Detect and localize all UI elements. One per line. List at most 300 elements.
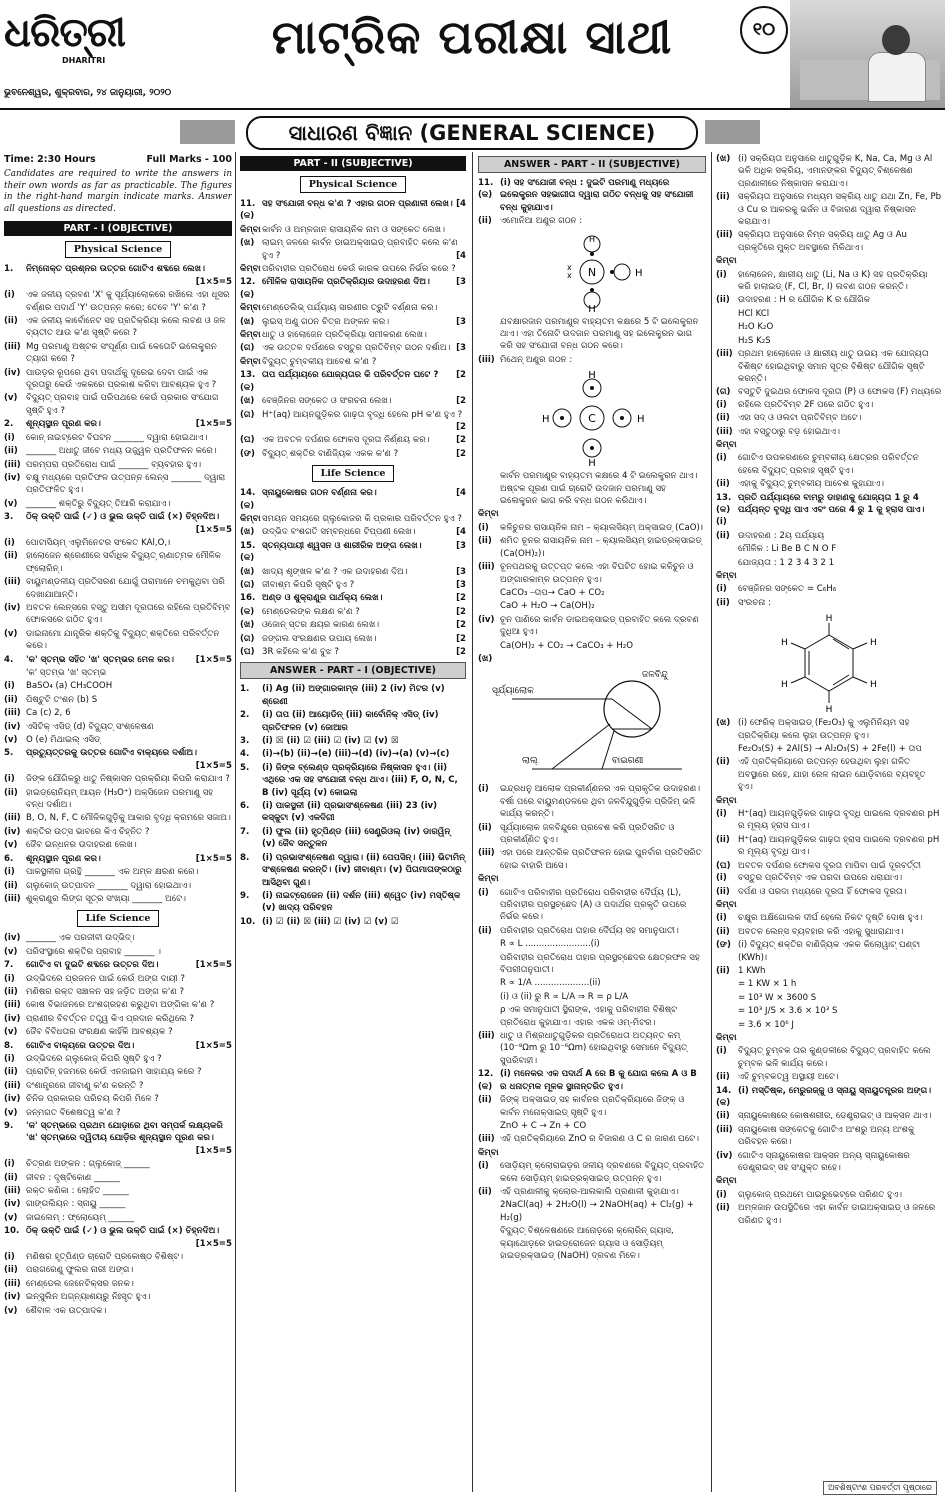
question-number: (ଗ)(i): [716, 387, 731, 410]
question-item: [240, 329, 466, 341]
question-text: ବେଞ୍ଜିନର ସଙ୍କେତ ଓ ସଂରଚନା ଲେଖ। [2: [262, 396, 466, 407]
question-text: (i) ପାକସ୍ଥଳୀ (ii) ପ୍ରଭାସଂଶ୍ଳେଷଣ (iii) 23 (iv) କସ୍କୁଟା (v) ଏକଦିଗୀ: [262, 801, 438, 824]
question-text: 'କ' ସ୍ତମ୍ଭ ସହିତ 'ଖ' ସ୍ତମ୍ଭର ମେଳ କର। [1×5=5: [26, 654, 232, 665]
question-text: ଜୀବନ : ଦୃଷ୍ଟିକୋଣ ______: [26, 1172, 120, 1183]
question-number: (i): [478, 784, 489, 795]
question-item: [240, 800, 466, 825]
question-text: (i) ବିଦ୍ୟୁତ୍ ଶକ୍ତିର ବାଣିଜ୍ୟିକ ଏକକ କିଲୋୱାଟ୍ ଘଣ୍ଟା (KWh)।: [738, 940, 921, 963]
question-number: (v): [4, 1305, 18, 1316]
question-text: ଧାତୁ ଓ ମିଶ୍ରଧାତୁଗୁଡ଼ିକର ପ୍ରତିରୋଧତା ଅତ୍ୟନ୍ତ କମ୍ (10⁻⁸Ωm ରୁ 10⁻⁶Ωm) ହୋଇଥିବାରୁ ସେମାନେ ବିଦ୍ୟୁତ୍ ସୁପରିବାହୀ।: [500, 1031, 688, 1066]
question-number: (ii): [716, 597, 730, 608]
question-number: (iii): [4, 1080, 21, 1091]
question-number: 15.(କ): [240, 540, 256, 564]
question-marks: [3: [456, 566, 466, 577]
question-text: _______ ଅଧାତୁ ଜୀବେ ମଧ୍ୟ ଉଜ୍ଜ୍ୱଳ ପ୍ରତିଫଳନ କରେ।: [26, 446, 217, 457]
question-item: [240, 369, 466, 394]
question-item: [4, 472, 232, 497]
question-text: ବିଦ୍ୟୁତ୍ ଶକ୍ତିର ବାଣିଜ୍ୟିକ ଏକକ କ'ଣ ? [2: [262, 448, 466, 459]
masthead: [0, 0, 945, 110]
question-item: [478, 1199, 706, 1224]
question-text: CaCO₃ ⎯ତାପ→ CaO + CO₂: [500, 587, 605, 598]
question-text: ଏହା ପରେ ଆନ୍ତରିକ ପ୍ରତିଫଳନ ହୋଇ ପୁନର୍ବାର ପ୍ରତିସରିତ ହୋଇ ବାହାରି ଆସେ।: [500, 848, 702, 871]
question-text: ମୌଳିକ ରାସାୟନିକ ପ୍ରତିକ୍ରିୟାର ଉଦାହରଣ ଦିଅ। [3: [262, 277, 466, 288]
question-number: (ii): [4, 1265, 18, 1276]
question-item: [478, 925, 706, 937]
question-item: [716, 978, 942, 990]
question-number: 14.(କ): [240, 488, 256, 511]
question-item: [716, 926, 942, 938]
question-item: [478, 977, 706, 989]
question-number: (i): [716, 809, 727, 820]
question-number: 2.: [240, 710, 250, 721]
question-item: [4, 1291, 232, 1303]
ammonia-structure-diagram: [537, 232, 647, 312]
question-number: (ଖ): [240, 527, 255, 538]
question-item: [716, 294, 942, 306]
question-item: [4, 866, 232, 878]
question-number: (ii): [4, 986, 18, 997]
answer-header: ANSWER - PART - II (SUBJECTIVE): [478, 156, 706, 173]
question-text: ଶକ୍ତିର ଉତ୍ସ ଭାବରେ କିଏ ଚିହ୍ନିତ ?: [26, 826, 150, 837]
question-text: ପାଉଡ଼ର ରୂପରେ ଥିବା ପଦାର୍ଥକୁ ଦୂରେଇ ଦେବା ପାଇଁ ଏକ ଦୂରତାରୁ କେଉଁ ଏକକରେ ପ୍ରକାଶ କରିବା ଆବଶ୍ୟକ ହୁଏ ?: [26, 367, 217, 391]
question-number: (i): [478, 887, 489, 898]
question-item: [4, 959, 232, 971]
question-text: ସ୍ତନ୍ୟପାୟୀ ଶ୍ୱସନ ଓ ଶାରୀରିକ ଅଙ୍ଗ ଲେଖ। [3: [262, 540, 466, 551]
question-item: [478, 215, 706, 227]
question-text: = 10³ W × 3600 S: [738, 992, 817, 1003]
svg-text:x: x: [567, 262, 572, 272]
question-item: [716, 1019, 942, 1031]
question-number: କିମ୍ବା: [478, 1147, 499, 1158]
question-number: କିମ୍ବା: [716, 571, 737, 581]
question-marks: [2: [456, 448, 466, 459]
question-text: ବାୟୁମଣ୍ଡଳୀୟ ପ୍ରତିସରଣ ଯୋଗୁଁ ତାରାମାନେ ଚମକୁଥିବା ପରି ଦେଖାଯାଆନ୍ତି।: [26, 577, 225, 600]
logo-text: ଧରିତ୍ରୀ: [4, 9, 125, 56]
question-number: (iv): [4, 1013, 21, 1024]
question-marks: [2: [456, 370, 466, 381]
question-text: 1 KWh: [738, 965, 766, 976]
question-item: [4, 787, 232, 812]
question-text: ଗ୍ଲୁକୋଜ୍ ପ୍ରଥମେ ପାଇରୁଭେଟ୍‌ରେ ପରିଣତ ହୁଏ।: [738, 1189, 903, 1200]
question-marks: [4: [456, 527, 466, 538]
question-number: କିମ୍ବା: [716, 439, 737, 450]
question-text: ପ୍ରତ୍ୟୁତ୍ତରକୁ ଉତ୍ତର ଗୋଟିଏ ବାକ୍ୟରେ ଦର୍ଶାଅ। [1×5=5: [26, 748, 232, 771]
question-item: [4, 654, 232, 666]
question-item: [4, 1040, 232, 1052]
question-text: ଧାତୁ ଓ ହାଲୋଜେନ ପ୍ରତିକ୍ରିୟା ସମୀକରଣ ଲେଖ।: [262, 330, 427, 341]
question-text: 2NaCl(aq) + 2H₂O(l) → 2NaOH(aq) + Cl₂(g) + H₂(g): [500, 1200, 694, 1223]
svg-text:H: H: [588, 234, 596, 244]
question-number: [478, 1225, 500, 1262]
question-item: [716, 386, 942, 411]
question-item: [4, 1026, 232, 1038]
question-item: [478, 1004, 706, 1029]
question-number: 1.: [240, 684, 250, 695]
question-text: [738, 570, 942, 582]
question-item: [478, 1068, 706, 1093]
question-item: [240, 316, 466, 328]
question-number: [716, 335, 738, 347]
question-number: 6.: [240, 801, 250, 812]
svg-text:H: H: [588, 458, 596, 467]
question-item: [240, 592, 466, 604]
question-number: (iv): [478, 614, 495, 625]
question-item: [478, 822, 706, 847]
question-item: [4, 694, 232, 706]
question-item: [478, 640, 706, 652]
question-text: ଜନ୍ମଗତ ବିଶେଷତ୍ୱ କ'ଣ ?: [26, 1107, 121, 1118]
continued-note: ଅବଶିଷ୍ଟାଂଶ ପରବର୍ତ୍ତୀ ପୃଷ୍ଠାରେ: [823, 1481, 937, 1495]
question-number: (iv): [4, 1292, 21, 1303]
question-number: (ଗ): [240, 343, 255, 354]
question-item: [4, 1120, 232, 1157]
question-number: (iii): [478, 562, 495, 573]
question-text: ଗୋଟିଏ ବାକ୍ୟରେ ଉତ୍ତର ଦିଅ। [1×5=5: [26, 1040, 232, 1051]
question-item: [716, 860, 942, 885]
question-text: ଦର୍ପଣ ଓ ପରଦା ମଧ୍ୟରେ ଦୂରତା ହିଁ ଫୋକସ ଦୂରତା।: [738, 886, 907, 897]
question-item: [716, 530, 942, 542]
question-item: [4, 1053, 232, 1065]
question-text: ବିଦ୍ୟୁତ୍ ବିଶ୍ଳେଷଣରେ ଆନୋଡ଼ରେ କ୍ଲୋରିନ୍ ଗ୍ୟାସ, କ୍ୟାଥୋଡ଼ରେ ହାଇଡ୍ରୋଜେନ ଗ୍ୟାସ ଓ ସୋଡ଼ିୟମ୍ ହାଇଡ୍ରକ୍ସାଇଡ୍ (NaOH) ଦ୍ରବଣ ମିଳେ।: [500, 1226, 674, 1261]
question-text: ଏକ ଜଳୀୟ ଦ୍ରବଣ 'X' କୁ ସୂର୍ଯ୍ୟାଲୋକରେ ରଖିଲେ ଏହା ଧୂସର ବର୍ଣ୍ଣର ପଦାର୍ଥ 'Y' ଉତ୍ପନ୍ନ କରେ; ତେବେ 'Y' କ'ଣ ?: [26, 290, 230, 313]
question-item: [4, 893, 232, 905]
question-number: (ଘ): [240, 435, 255, 446]
question-number: (iii): [716, 1124, 733, 1135]
question-text: ମେଣ୍ଡେଲଙ୍କ ଲକ୍ଷଣ କ'ଣ ? [2: [262, 606, 466, 617]
question-item: [716, 348, 942, 385]
answer-list: [478, 316, 706, 367]
question-item: [716, 153, 942, 190]
question-number: 2.: [4, 419, 14, 430]
question-item: [240, 263, 466, 275]
question-item: [4, 289, 232, 314]
question-number: (i): [4, 1053, 15, 1064]
question-text: ବସ୍ତୁଟି ଦୁଇଥର ଫୋକସ ଦୂରତା (P) ଓ ଫୋକସ (F) ମଧ୍ୟରେ ରହିଲେ ପ୍ରତିବିମ୍ବ 2F ପରେ ଗଠିତ ହୁଏ।: [738, 387, 942, 410]
question-text: (i) ନାଇଟ୍ରୋଜେନ (ii) ଦର୍ଶନ (iii) ଶ୍ୱେତ (iv) ମସ୍ତିଷ୍କ (v) ଖାଦ୍ୟ ପରିବହନ: [262, 890, 461, 914]
question-number: 12.(କ): [240, 277, 256, 300]
question-number: 10.: [240, 916, 256, 927]
question-item: [478, 522, 706, 534]
question-number: 6.: [4, 853, 14, 864]
question-text: ସହ ସଂଯୋଜୀ ବନ୍ଧ କ'ଣ ? ଏହାର ଗଠନ ପ୍ରଣାଳୀ ଲେଖ। [4: [262, 199, 466, 209]
question-item: [240, 224, 466, 236]
question-number: 10.: [4, 1226, 20, 1237]
question-text: ପ୍ରୋଟିନ୍ ହଜମରେ କେଉଁ ଏନଜାଇମ ସାହାଯ୍ୟ କରେ ?: [26, 1067, 202, 1078]
question-number: କିମ୍ବା: [716, 899, 737, 910]
question-text: ସକ୍ରିୟତା ଅନୁସାରେ ନିମ୍ନ ସକ୍ରିୟ ଧାତୁ Ag ଓ Au ପ୍ରକୃତିରେ ମୁକ୍ତ ଅବସ୍ଥାରେ ମିଳିଥାଏ।: [738, 230, 907, 253]
question-item: [240, 916, 466, 928]
question-number: (ii): [716, 192, 730, 203]
question-item: [478, 600, 706, 612]
question-text: ସ୍ନାୟୁକୋଷ ସଙ୍କେତକୁ ଗୋଟିଏ ଅଂଶରୁ ଅନ୍ୟ ଅଂଶକୁ ପରିବହନ କରେ।: [738, 1124, 915, 1148]
question-number: [478, 470, 500, 507]
question-item: [716, 557, 942, 569]
question-item: [716, 743, 942, 755]
question-number: [478, 991, 500, 1003]
question-number: [478, 952, 500, 977]
question-number: (iv): [4, 826, 21, 837]
svg-text:H: H: [825, 614, 833, 625]
question-item: [716, 426, 942, 438]
question-item: [240, 448, 466, 460]
question-text: ପରିବାହୀର ପ୍ରତିରୋଧ ତାହାର ଦୈର୍ଘ୍ୟ ସହ ସମାନୁପାତୀ।: [500, 925, 679, 936]
question-text: [738, 899, 942, 911]
question-text: [738, 439, 942, 451]
question-text: ଗ୍ଲୁକୋଜ୍ ଉତ୍ପାଦନ _______ ଦ୍ୱାରା ହୋଇଥାଏ।: [26, 880, 192, 891]
question-item: [4, 680, 232, 692]
question-number: (iii): [4, 341, 21, 352]
question-number: (v): [4, 628, 18, 639]
question-text: ରକ୍ତ କଣିକା : ଲୋହିତ ______: [26, 1186, 129, 1197]
question-item: [240, 633, 466, 645]
question-number: [478, 316, 500, 353]
question-item: [716, 992, 942, 1004]
question-number: (v): [4, 498, 18, 509]
answer-list: [716, 717, 942, 1227]
question-number: (i): [478, 522, 489, 533]
question-number: [478, 977, 500, 989]
question-item: [4, 1264, 232, 1276]
question-text: କୋନ୍ ନାଇଟ୍ରେଟ ବିଘଟନ _______ ଦ୍ୱାରା ହୋଇଥାଏ।: [26, 432, 208, 443]
question-text: (i) Ag (ii) ଅଙ୍ଗାରକାମ୍ଳ (iii) 2 (iv) ମିଟର (v) ଶ୍ରେଣୀ: [262, 684, 445, 707]
question-text: (i) ପ୍ରଭାସଂଶ୍ଳେଷଣ ଦ୍ୱାରା। (ii) ପେପସିନ୍। (iii) ଭିଟାମିନ୍ ସଂଶ୍ଳେଷଣ କରନ୍ତି। (iv) ଜୀବାଶ୍ମ। (v) ପିତାମାତାଙ୍କଠାରୁ ଆସିଥିବା ଗୁଣ।: [262, 852, 466, 888]
question-item: [4, 880, 232, 892]
question-item: [4, 1185, 232, 1197]
question-number: (i): [4, 973, 15, 984]
question-item: [4, 550, 232, 575]
question-item: [716, 452, 942, 477]
question-item: [240, 237, 466, 262]
question-number: (ii): [478, 925, 492, 936]
question-text: ଏହାକୁ ବିଦ୍ୟୁତ୍ ଚୁମ୍ବକୀୟ ଆବେଶ କୁହାଯାଏ।: [738, 479, 885, 490]
subject-heading: Life Science: [77, 910, 160, 927]
question-marks: [2: [456, 620, 466, 631]
question-text: ଏହା ବସ୍ତୁଠାରୁ ବଡ଼ ହୋଇଥାଏ।: [738, 426, 840, 437]
question-marks: [2: [456, 421, 466, 432]
question-text: ଏହି ପ୍ରତିକ୍ରିୟାରେ ZnO ର ବିଜାରଣ ଓ C ର ଜାରଣ ଘଟେ।: [500, 1134, 699, 1145]
question-text: ଏକ ଅବତଳ ଦର୍ପଣର ଫୋକସ ଦୂରତା ନିର୍ଣ୍ଣୟ କର। [2: [262, 435, 466, 446]
section-banner: [180, 116, 760, 148]
question-text: ଉଦ୍ଭିଦରେ ପ୍ରଜନନ ପାଇଁ କେଉଁ ଅଙ୍ଗ ଦାୟୀ ?: [26, 973, 185, 984]
question-number: 9.: [240, 890, 250, 901]
question-text: (i) ମନେକର ଏକ ପଦାର୍ଥ A ରେ B କୁ ଯୋଗ କଲେ A ଓ B ର ଧନାତ୍ମକ ମୂଳକ ସ୍ଥାନାନ୍ତରିତ ହୁଏ।: [500, 1069, 697, 1092]
question-text: କାର୍ବନ ପରମାଣୁର ବାହ୍ୟତମ କକ୍ଷରେ 4 ଟି ଇଲେକ୍ଟ୍ରନ ଥାଏ। ଅଷ୍ଟକ ପୂରଣ ପାଇଁ ଚାରୋଟି ଉଦଜାନ ପରମାଣୁ ସହ ଇଲେକ୍ଟ୍ରନ ଭାଗ କରି ବନ୍ଧ ଗଠନ କରିଥାଏ।: [500, 471, 698, 507]
subject-heading: Physical Science: [65, 241, 171, 258]
question-item: [4, 511, 232, 536]
question-item: [4, 826, 232, 838]
question-text: (i)→(b) (ii)→(e) (iii)→(d) (iv)→(a) (v)→(c): [262, 749, 450, 760]
svg-text:H: H: [825, 705, 833, 714]
question-item: [478, 847, 706, 872]
question-text: (i) ତାପ (ii) ଆୟୋଡିନ୍ (iii) କାର୍ବୋନିକ୍ ଏସିଡ୍ (iv) ପ୍ରତିଫଳନ (v) ଜୋଆର: [262, 710, 439, 733]
question-item: [478, 1120, 706, 1132]
exam-time: Time: 2:30 Hours: [4, 154, 96, 165]
question-list: [4, 932, 232, 1317]
question-text: Ca (c) 2, 6: [26, 708, 71, 719]
question-item: [4, 602, 232, 627]
subject-heading: Physical Science: [300, 176, 406, 193]
question-item: [716, 912, 942, 924]
question-text: ଏହି ପ୍ରତିକ୍ରିୟାରେ ଉତ୍ପନ୍ନ ହେଉଥିବା ଲୁହା ଗଳିତ ଅବସ୍ଥାରେ ରହେ, ଯାହା ରେଳ ଲାଇନ ଯୋଡ଼ିବାରେ ବ୍ୟବହୃତ ହୁଏ।: [738, 757, 926, 793]
question-number: (ଗ): [240, 409, 255, 420]
question-text: ପରିବାହୀର ପ୍ରତିରୋଧ କେଉଁ କାରକ ଉପରେ ନିର୍ଭର କରେ ?: [262, 264, 456, 275]
question-item: [4, 498, 232, 510]
question-item: [4, 1080, 232, 1092]
question-number: (i): [716, 1046, 727, 1057]
question-text: = 1 KW × 1 h: [738, 979, 797, 990]
question-number: 11.(କ): [478, 178, 494, 201]
question-item: [4, 1225, 232, 1250]
question-item: [240, 487, 466, 512]
question-text: (i) ☒ (ii) ☑ (iii) ☑ (iv) ☑ (v) ☒: [262, 736, 399, 747]
question-text: (i) ଜିଙ୍କ ବ୍ଲେଣ୍ଡ ପ୍ରକ୍ରିୟାରେ ନିଷ୍କାସନ ହୁଏ। (ii) ଏଥିରେ ଏକ ସହ ସଂଯୋଜୀ ବନ୍ଧ ଥାଏ। (iii) F, O, N, C, B (iv) ସୂର୍ଯ୍ୟ (v) କୋଇଲା: [262, 762, 458, 798]
question-item: [4, 1278, 232, 1290]
question-text: ଠିକ୍ ଉକ୍ତି ପାଇଁ (✓) ଓ ଭୁଲ ଉକ୍ତି ପାଇଁ (×) ଚିହ୍ନଦିଅ। [1×5=5: [26, 1226, 232, 1249]
question-text: ଏମୋନିଆ ଅଣୁର ଗଠନ :: [500, 216, 583, 227]
svg-text:C: C: [588, 412, 596, 426]
rainbow-red-label: ଲାଲ୍: [522, 756, 538, 767]
question-item: [716, 308, 942, 320]
question-item: [4, 999, 232, 1011]
question-text: ଖାଦ୍ୟ ଶୃଙ୍ଖଳ କ'ଣ ? ଏକ ଉଦାହରଣ ଦିଅ। [3: [262, 566, 466, 577]
question-item: [716, 939, 942, 964]
question-number: (iii): [4, 1000, 21, 1011]
question-item: [240, 683, 466, 708]
question-number: (iii): [4, 459, 21, 470]
question-text: ଗାଙ୍ଗଲିୟନ : ସ୍ନାୟୁ ______: [26, 1199, 126, 1210]
question-text: ପରିସଂସ୍ଥାରେ ଶକ୍ତିର ପ୍ରବାହ _______ ।: [26, 946, 162, 957]
question-text: ρ ଏକ ସମାନୁପାତୀ ସ୍ଥିରାଙ୍କ, ଏହାକୁ ପରିବାହୀର ବିଶିଷ୍ଟ ପ୍ରତିରୋଧ କୁହାଯାଏ। ଏହାର ଏକକ ଓମ୍-ମିଟର।: [500, 1005, 678, 1028]
question-number: (ii): [4, 446, 18, 457]
benzene-structure-diagram: [769, 613, 889, 713]
rainbow-sunlight-label: ସୂର୍ଯ୍ୟାଲୋକ: [492, 686, 534, 697]
question-item: [478, 1225, 706, 1262]
question-text: ସକ୍ରିୟତା ଅନୁସାରେ ମଧ୍ୟମ ସକ୍ରିୟ ଧାତୁ ଯଥା Zn, Fe, Pb ଓ Cu ର ଆକରକୁ ଭର୍ଜନ ଓ ବିଜାରଣ ଦ୍ୱାରା ନିଷ୍କାସନ କରାଯାଏ।: [738, 192, 942, 228]
question-number: 3.: [240, 736, 250, 747]
question-text: ଉଦ୍ଭିଦରେ ଗ୍ଲୁକୋଜ୍ କିପରି ସୃଷ୍ଟି ହୁଏ ?: [26, 1053, 162, 1064]
question-text: ମୌଳିକ : Li Be B C N O F: [738, 544, 837, 555]
newspaper-logo: [4, 10, 149, 100]
question-marks: [3: [456, 540, 466, 551]
question-text: ମଣିଷର ରକ୍ତ ସଞ୍ଚାଳନ ସହ ଜଡ଼ିତ ଅଙ୍ଗ କ'ଣ ?: [26, 986, 185, 997]
question-text: ଗୋଟିଏ ବା ଦୁଇଟି ଶବ୍ଦରେ ଉତ୍ତର ଦିଅ। [1×5=5: [26, 960, 232, 971]
question-number: (ii): [4, 787, 18, 798]
question-item: [716, 1110, 942, 1122]
question-text: ପରମ୍ପରା ପ୍ରତିରୋଧ ପାଇଁ _______ ବ୍ୟବହାର ହୁଏ।: [26, 459, 202, 470]
question-number: (ii): [716, 413, 730, 424]
question-item: [716, 583, 942, 595]
question-item: [4, 367, 232, 392]
answer-header: ANSWER - PART - I (OBJECTIVE): [240, 662, 466, 679]
question-number: [478, 640, 500, 652]
question-item: [240, 890, 466, 915]
question-number: [716, 308, 738, 320]
full-marks: Full Marks - 100: [146, 154, 232, 165]
question-text: ପ୍ରାଣୀର ବିବର୍ତ୍ତନ ତତ୍ତ୍ୱ କିଏ ପ୍ରଦାନ କରିଥିଲେ ?: [26, 1013, 194, 1024]
question-text: ହାଇଡ୍ରୋନିୟମ୍ ଆୟନ (H₃O⁺) ଅକ୍ସିଜେନ ପରମାଣୁ ସହ ବନ୍ଧ ଦର୍ଶାଅ।: [26, 787, 214, 811]
question-item: [478, 587, 706, 599]
question-item: [4, 459, 232, 471]
question-marks: [2: [456, 633, 466, 644]
question-text: ପିଷ୍ଟୁଟି ତଂଶନ (b) S: [26, 694, 98, 705]
question-text: [500, 873, 706, 885]
logo-subtext: DHARITRI: [62, 56, 106, 65]
question-number: (iii): [4, 1278, 21, 1289]
question-text: ଜିଙ୍କ୍ ଅକ୍ସାଇଡ୍ ସହ କାର୍ବନର ପ୍ରତିକ୍ରିୟାରେ ଜିଙ୍କ୍ ଓ କାର୍ବନ ମନୋକ୍ସାଇଡ୍ ସୃଷ୍ଟି ହୁଏ।: [500, 1095, 685, 1118]
question-item: [240, 762, 466, 799]
question-number: କିମ୍ବା: [478, 509, 499, 520]
question-item: [716, 1085, 942, 1110]
question-list: [240, 198, 466, 460]
question-item: [716, 1175, 942, 1187]
question-text: ଜୈବ ବିବିଧତାର ସଂରକ୍ଷଣ କାହିଁକି ଆବଶ୍ୟକ ?: [26, 1027, 173, 1038]
question-number: (ଖ): [240, 620, 255, 631]
question-marks: [3: [456, 579, 466, 590]
question-text: ଶୁକ୍ରାଣୁର ଲିଙ୍ଗ ସୂତ୍ର ସଂଖ୍ୟା _______ ଅଟେ।: [26, 893, 186, 904]
question-number: (i): [716, 1189, 727, 1200]
question-number: [478, 938, 500, 950]
question-item: [240, 526, 466, 538]
dateline: ଭୁବନେଶ୍ୱର, ଶୁକ୍ରବାର, ୨୪ ଜାନୁୟାରୀ, ୨୦୨୦: [4, 88, 172, 98]
question-marks: [4: [456, 250, 466, 261]
question-number: (ii): [4, 880, 18, 891]
question-number: କିମ୍ବା: [240, 356, 261, 367]
question-text: (i) ସକ୍ରିୟତା ଅନୁସାରେ ଧାତୁଗୁଡ଼ିକ K, Na, Ca, Mg ଓ Al ଭଳି ଅଧିକ ସକ୍ରିୟ, ଏମାନଙ୍କର ବିଦ୍ୟୁତ୍ ବିଶ୍ଳେଷଣ ପ୍ରଣାଳୀରେ ନିଷ୍କାସନ କରାଯାଏ।: [738, 154, 933, 189]
question-text: [738, 255, 942, 267]
question-number: (iii): [4, 893, 21, 904]
question-item: [4, 315, 232, 340]
question-number: (ii): [716, 757, 730, 768]
question-number: (iii): [478, 1134, 495, 1145]
methane-structure-diagram: [527, 370, 657, 466]
question-item: [240, 395, 466, 407]
question-item: [716, 321, 942, 333]
question-text: Ca(OH)₂ + CO₂ → CaCO₃ + H₂O: [500, 640, 633, 651]
question-text: ZnO + C → Zn + CO: [500, 1120, 587, 1131]
page-number: ୧୦: [740, 6, 788, 54]
question-number: (ii): [478, 536, 492, 547]
question-number: (ଖ): [716, 154, 731, 164]
question-text: ଦଂଶାନ୍ତ୍ରରେ ଜୀବାଣୁ କ'ଣ କରନ୍ତି ?: [26, 1080, 144, 1091]
question-marks: [2: [456, 606, 466, 617]
question-item: [4, 263, 232, 288]
question-text: Fe₂O₃(S) + 2Al(S) → Al₂O₃(S) + 2Fe(l) + ତାପ: [738, 744, 922, 755]
question-item: [716, 795, 942, 807]
question-text: ଜୈବ ଇନ୍ଧନର ଉଦାହରଣ ଲେଖ।: [26, 840, 137, 851]
question-number: 4.: [4, 654, 14, 665]
question-list: [4, 263, 232, 905]
question-item: [478, 783, 706, 820]
question-item: [716, 269, 942, 294]
question-number: (ii): [4, 1067, 18, 1078]
question-text: CaO + H₂O → Ca(OH)₂: [500, 601, 595, 612]
question-number: [478, 600, 500, 612]
part-header: PART - I (OBJECTIVE): [4, 221, 232, 236]
question-number: (ii): [716, 1203, 730, 1214]
question-number: [716, 557, 738, 569]
question-marks: [4: [456, 199, 466, 209]
question-text: ଚକ୍ଷୁର ଅକ୍ଷିଗୋଲକ ଦୀର୍ଘ ହେଲେ ନିକଟ ଦୃଷ୍ଟି ଦୋଷ ହୁଏ।: [738, 913, 923, 924]
question-text: ପରାଗରେଣୁ ଫୁଲର ନାରୀ ଅଙ୍ଗ।: [26, 1265, 134, 1276]
question-number: କିମ୍ବା: [716, 795, 737, 806]
question-number: (ii): [716, 1072, 730, 1083]
svg-text:H: H: [781, 638, 788, 649]
question-text: HCl KCl: [738, 308, 770, 319]
question-text: କାର୍ବନ ଓ ଅମ୍ଳଜାନ ରାସାୟନିକ ନାମ ଓ ସଙ୍କେତ ଲେଖ।: [262, 224, 445, 235]
question-text: BaSO₄ (a) CH₃COOH: [26, 681, 113, 692]
question-number: କିମ୍ବା: [240, 224, 261, 235]
question-item: [4, 773, 232, 785]
